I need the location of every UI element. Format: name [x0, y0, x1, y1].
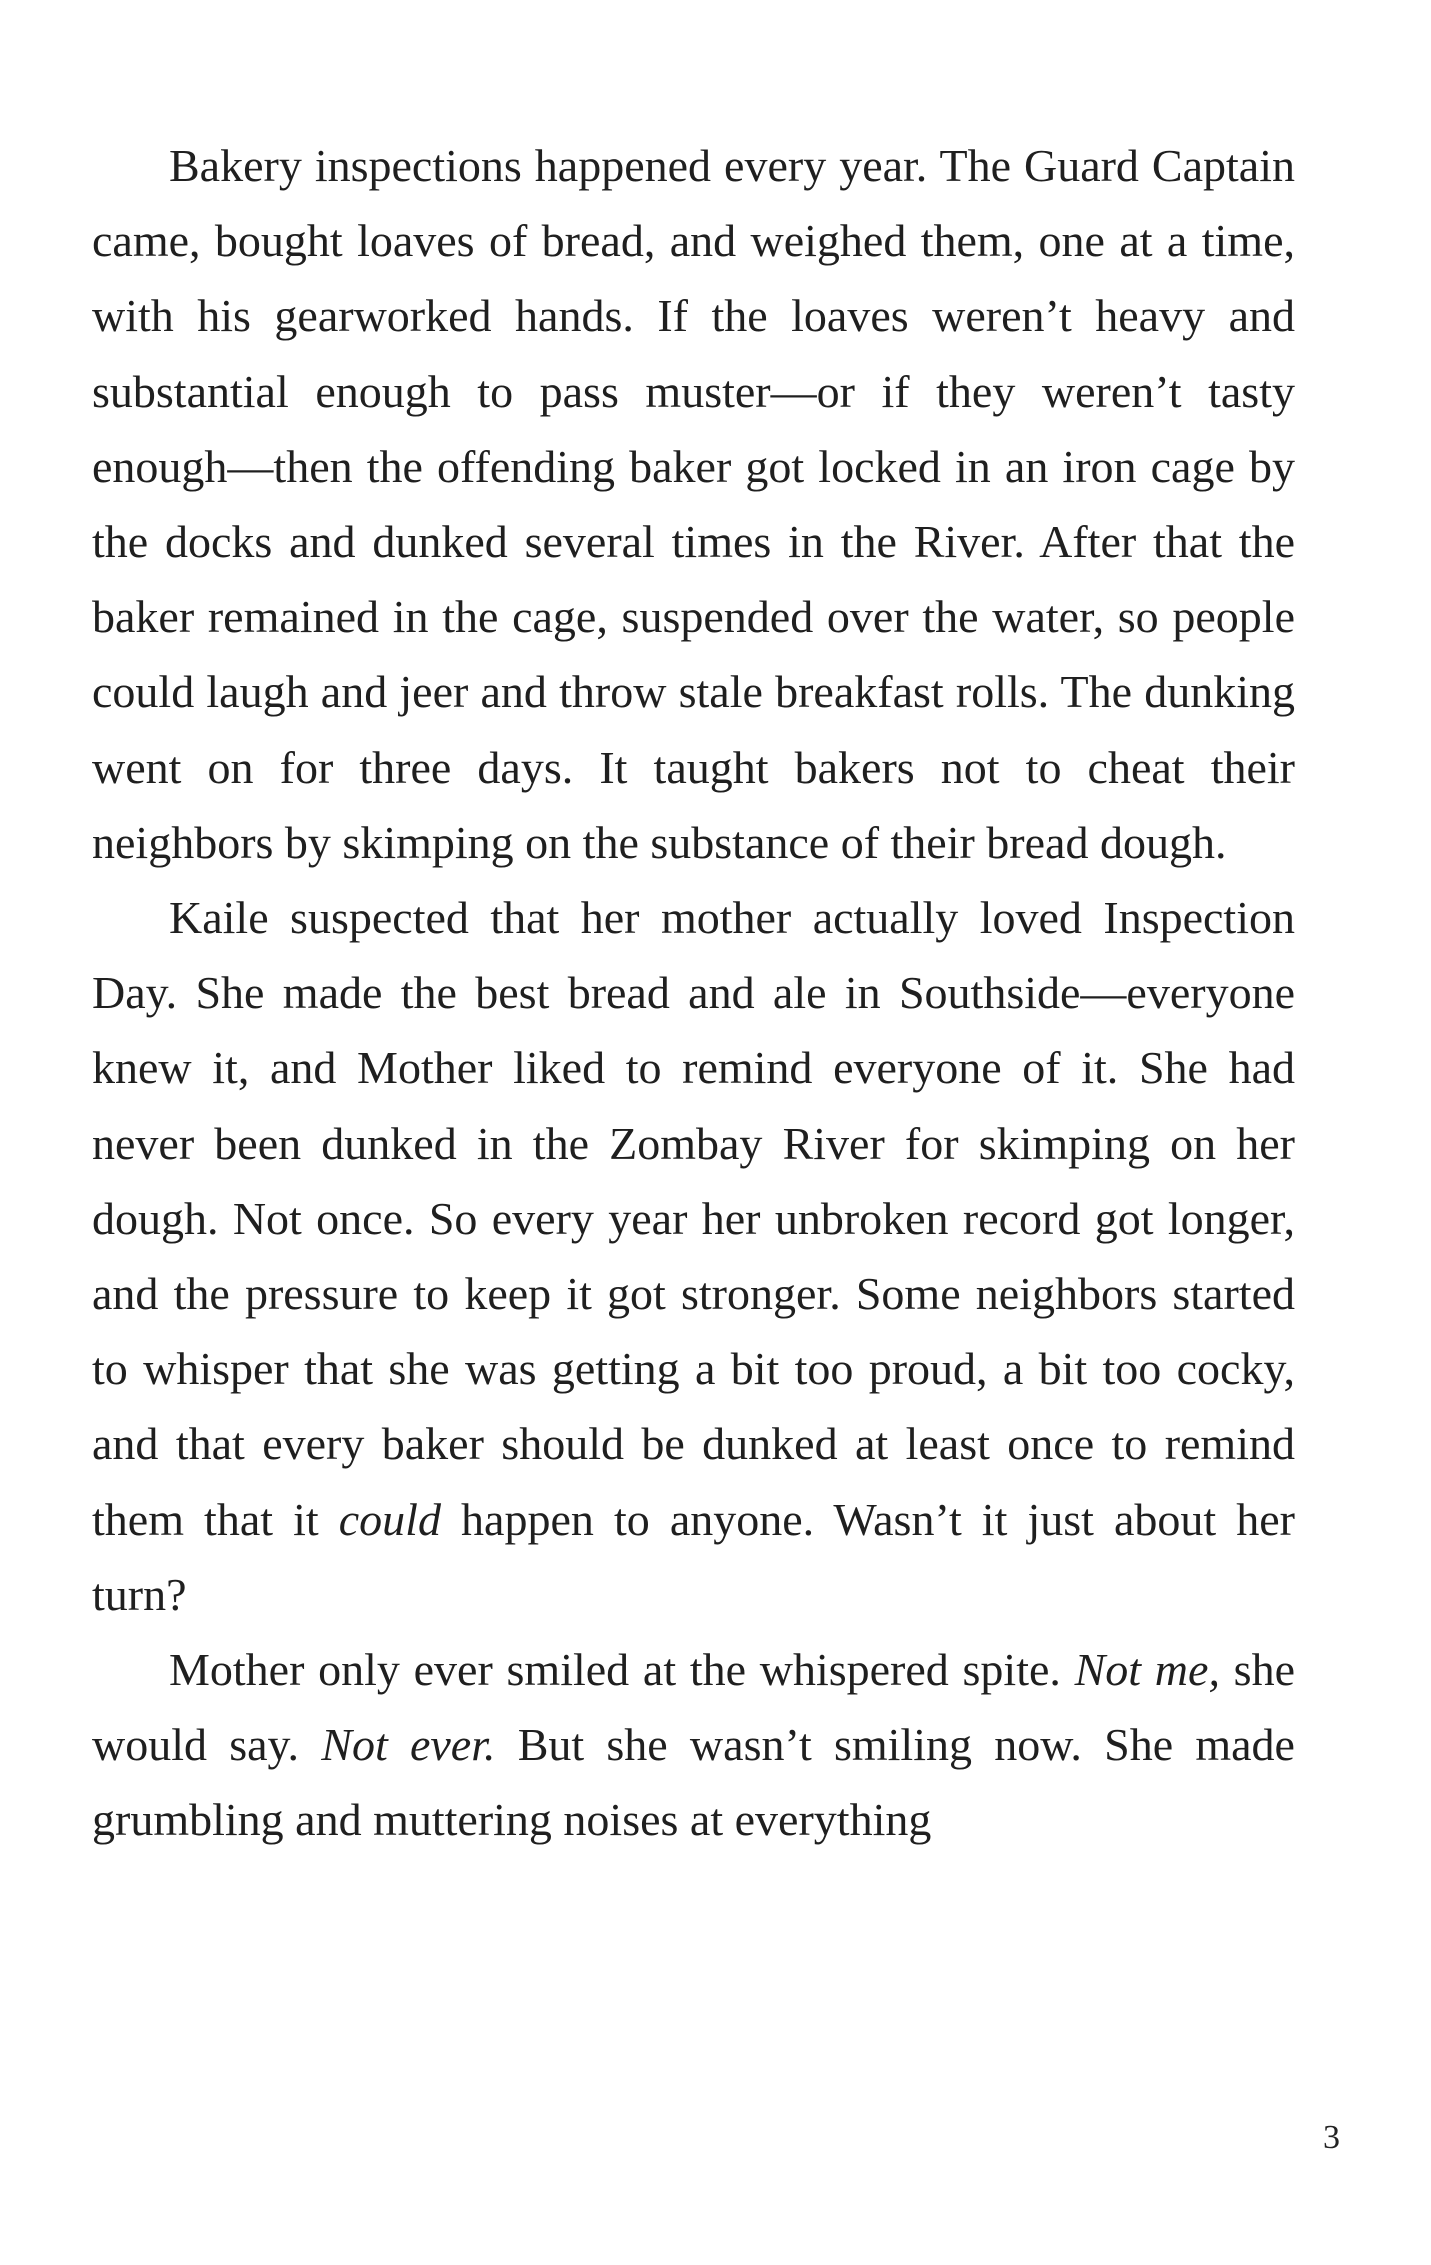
body-text	[92, 128, 1295, 1858]
paragraph-2-text-a: Kaile suspected that her mother actually loved Inspection Day. She made the best bread and ale in Southside—everyone knew it, and Mother liked to remind everyone of it. She had never been dunked in the Zombay River for skimping on her dough. Not once. So every year her unbroken record got longer, and the pressure to keep it got stronger. Some neighbors started to whisper that she was getting a bit too proud, a bit too cocky, and that every baker should be dunked at least once to remind them that it	[92, 892, 1295, 1545]
paragraph-3-text-c: But she wasn’t smiling now. She made grumbling and muttering noises at everything	[92, 1719, 1295, 1846]
paragraph-3	[92, 1632, 1295, 1858]
paragraph-2-emphasis: could	[338, 1493, 441, 1545]
paragraph-3-text-b: she would say.	[92, 1644, 1295, 1771]
paragraph-1-text: Bakery inspections happened every year. The Guard Captain came, bought loaves of bread, and weighed them, one at a time, with his gearworked hands. If the loaves weren’t heavy and substantial enough to pass muster—or if they weren’t tasty enough—then the offending baker got locked in an iron cage by the docks and dunked several times in the River. After that the baker remained in the cage, suspended over the water, so people could laugh and jeer and throw stale breakfast rolls. The dunking went on for three days. It taught bakers not to cheat their neighbors by skimping on the substance of their bread dough.	[92, 140, 1295, 868]
paragraph-1	[92, 128, 1295, 880]
paragraph-3-text-a: Mother only ever smiled at the whispered spite.	[169, 1644, 1075, 1696]
paragraph-3-emphasis-a: Not me,	[1074, 1644, 1220, 1696]
paragraph-2-text-b: happen to anyone. Wasn’t it just about her turn?	[92, 1493, 1295, 1620]
paragraph-3-emphasis-b: Not ever.	[321, 1719, 496, 1771]
paragraph-2	[92, 880, 1295, 1632]
page-number: 3	[1323, 2119, 1340, 2156]
